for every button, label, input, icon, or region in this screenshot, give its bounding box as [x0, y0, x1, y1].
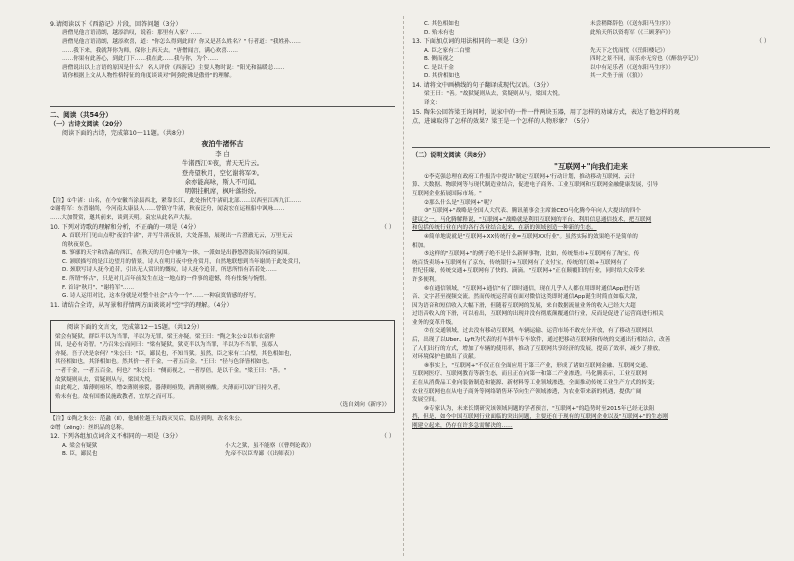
article-line: ⑦在交通领域，过去没有移动互联网，车辆运输、运营市场不敢充分开放，有了移动互联网以 — [424, 328, 653, 335]
article-line: 因为语音和短信收入大幅下滑，但随着互联网的发展，来自数据流量业务的收入已经大大超 — [412, 302, 636, 309]
q14-translation-label: 译文： — [424, 99, 441, 106]
poem-line: 登舟望秋月，空忆谢将军②。 — [181, 169, 264, 177]
q9-line: 唐僧说出以上言语的原因是什么？ 名人评价《西游记》主要人物时说："阳光和温暖总…… — [62, 64, 285, 71]
section-divider — [50, 106, 395, 107]
article-line: 对环境保护也做出了贡献。 — [412, 354, 480, 361]
q9-line: 唐僧见他言语清朗，越添欢喜，道："你怎么得到此间？你又是甚么姓名？" 行者道："我姓孙…… — [62, 39, 301, 45]
q12-row: A. 梁会有疑狱 小大之狱，虽不能察（《曹刿论战》） — [62, 442, 315, 449]
article-line: ④简单地说就是"互联网+XX传统行业=互联网XX行业"。虽然实际的效果绝不是简单的 — [424, 233, 638, 240]
classical-note: ②缯（zēng）：丝织品的总称。 — [50, 424, 128, 431]
answer-space — [50, 310, 395, 318]
q10-option: C. 颔联描写的是江边望月的情景，诗人在明月夜中登舟赏月，自然地联想到当年谢尚于此处赏月， — [62, 258, 305, 265]
article-line: ②那么什么是"互联网+"呢？ — [424, 199, 495, 206]
answer-space — [412, 126, 770, 144]
q12-row: C. 其色相如也 未尝稍降辞色（《送东阳马生序》） — [424, 21, 674, 27]
article-line: 发展空间。 — [412, 397, 440, 404]
q13-row: A. 臣之家有二白璧 先天下之忧而忧（《岳阳楼记》） — [424, 47, 669, 54]
article-line: ⑤这样的"互联网+"的例子绝不是什么新鲜事物，比如，传统集市+互联网有了淘宝，传 — [424, 251, 640, 258]
question-10-stem: 10. 下列对诗歌的理解和分析，不正确的一项是（4分） （ ） — [50, 223, 395, 231]
poem-line: 明朝挂帆席，枫叶落纷纷。 — [184, 188, 261, 196]
poem-author: 李 白 — [215, 150, 230, 158]
poem-line: 牛渚西江①夜，青天无片云。 — [181, 160, 264, 168]
right-column — [412, 20, 770, 553]
article-line: 了人们出行的方式，增加了车辆的使用率，推动了互联网共享经济的发展，提高了效率，减少了排放， — [412, 345, 664, 352]
article-line: 刚建立起来，仍存在许多急需解决的…… — [412, 423, 513, 429]
article-line: 互联网医疗、互联网教育等新生态，而且正在向第一和第二产业渗透。马化腾表示，工业互联网 — [412, 371, 647, 378]
classical-source: （选自刘向《新序》） — [336, 402, 390, 409]
q10-option: A. 首联开门见山点明"夜泊牛渚"，并写牛渚夜景，大处落墨，展现出一片澄澈无云，万里无云 — [62, 233, 293, 239]
article-line: ⑥在通信领域，"互联网+通信"有了即时通信，现在几乎人人都在用即时通信App进行语 — [424, 285, 640, 292]
article-line: 业务的变革升级。 — [412, 319, 457, 326]
q14-sentence: 梁王曰："善。"故狱疑则从去，赏疑则从与，梁国大悦。 — [424, 91, 564, 98]
article-line: 建议之一。马化腾解释说，"互联网+"战略就是利用互联网的平台、利用信息通信技术，把互联网 — [412, 216, 652, 223]
classical-line: 殆未有也。故有国畜民施政教者，宜厚之而可耳。 — [55, 393, 179, 400]
q10-option: D. 颈联写诗人抚今追昔，引出无人赏识的慨叹，诗人抚今追昔，所思所悟有若若处…… — [62, 267, 277, 274]
article-line: 和包括传统行业在内的各行各业结合起来，在新的领域创造一种新的生态。 — [412, 225, 597, 232]
classical-line: 故狱疑则从去，赏疑则从与，梁国大悦。 — [55, 376, 156, 383]
article-line: 挡，但是，如今中国互联网行业面临的突出问题，主要还在于现有的互联网企业以及"互联网+"的生态刚 — [412, 414, 668, 421]
q9-line: 唐僧见他言语清朗，越添浩叹，说着：那里有人家？…… — [62, 30, 202, 37]
article-line: 算、大数据、物联网等与现代制造业结合，促进电子商务、工业互联网和互联网金融健康发展，引导 — [412, 182, 659, 189]
classical-note: 【注】①陶之朱公：范蠡（lǐ），他辅佐越王勾践灭吴后，隐居到陶，改名朱公。 — [50, 415, 246, 422]
article-line: 后，出现了以Uber、Lyft为代表的打车拼车专车软件，通过把移动互联网和传统的交通出行相结合，改善 — [412, 337, 671, 344]
q13-row: B. 侧而视之 四时之景不同，而乐亦无穷也（《醉翁亭记》） — [424, 56, 702, 63]
question-9 — [50, 20, 395, 81]
poem-note: 【注】①牛渚：山名，在今安徽当涂县西北，紧靠长江，此处指代牛渚矶北部……以西至江西九江…… — [50, 197, 302, 204]
classical-line: 由此观之，墙薄则亟坏，缯②薄则亟裂，器薄则亟毁，酒薄则亟酸。夫薄而可以旷日持久者， — [55, 385, 284, 392]
answer-bracket: （ ） — [755, 38, 770, 46]
article-line: 农业互联网也在从电子商务等网络销售环节向生产领域渗透，为农业带来新的机遇，提供广阔 — [412, 388, 642, 395]
classical-instructions: 阅读下面的文言文，完成第12～15题。（共12分） — [67, 324, 203, 332]
left-column — [50, 20, 395, 553]
article-line: 正在从消费品工业向装备制造和能源、新材料等工业领域渗透，全面推动传统工业生产方式的转变； — [412, 380, 659, 387]
section-divider — [412, 147, 770, 148]
q10-option: F. 首诗"秋月"、"谢将军"…… — [62, 284, 135, 291]
section-title: 二、阅读（共54分） — [50, 110, 112, 119]
poem-title: 夜泊牛渚怀古 — [201, 139, 244, 148]
column-divider — [403, 16, 404, 556]
poem-instructions: 阅读下面的古诗，完成第10～11题。（共8分） — [62, 130, 189, 138]
q13-row: D. 其价相如也 其一犬坐于前（《狼》） — [424, 73, 646, 80]
classical-passage-box — [50, 320, 395, 413]
article-line: ⑨专家认为，未来长期研究该领域问题的学者预言，"互联网+"的趋势时至2015年已经无法阻 — [424, 405, 655, 412]
question-15: 15. 陶朱公回答梁王询问时，说家中的一件一件两块玉器，用了怎样的劝谏方式，表达了他怎样的观 — [412, 108, 680, 116]
question-13-stem: 13. 下面加点词的用法相同的一项是（3分） （ ） — [412, 38, 770, 46]
q9-line: 请你根据上文从人物性格特征的角度谈谈对"阿弥陀佛是傲骨"的理解。 — [62, 73, 235, 80]
q13-row: C. 是以千金 以中有足乐者（《送东阳马生序》） — [424, 64, 674, 71]
article-line: 过语音收入的下滑，可以看出，互联网的出现并没有彻底颠覆通信行业，反而是促进了运营商进行相关 — [412, 311, 664, 318]
article-line: ③"互联网+"战略是全国人大代表、腾讯董事会主席兼CEO马化腾今年向人大提出的四个 — [424, 208, 641, 215]
q12-row: B. 臣，鄙民也 先帝不以臣卑鄙（《出师表》） — [62, 451, 298, 458]
q10-option: E. 所谓"怀古"，只是对几百年前发生在这一地点的一件事的遗憾，终有怅惋与惋惜。 — [62, 275, 271, 282]
classical-line: 一者千金，一者五百金，何也？"朱公曰："侧而视之，一者厚倍，是以千金。"梁王曰："善。" — [55, 367, 287, 374]
question-14: 14. 请将文中画横线的句子翻译成现代汉语。（3分） — [412, 81, 553, 89]
part-title: （二）说明文阅读（共8分） — [412, 152, 490, 160]
article-line: 统百货卖场+互联网有了京东，传统银行+互联网有了支付宝，传统的红娘+互联网有了 — [412, 259, 628, 266]
q9-line: ……你果有此善心，到此门下……我在此……我与你，为个…… — [62, 56, 219, 63]
poem-note: ……大加赞赏，邀其前来，谈到天明。袁宏从此名声大振。 — [50, 215, 196, 221]
classical-line: 亦疑。吾子决是奈何？"朱公曰："臣，鄙民也，不知当狱。虽然，臣之家有二白璧，其色相如也， — [55, 350, 296, 357]
answer-space — [50, 81, 395, 103]
classical-line: 其径相如也，其泽相如也。然其价一者千金，一者五百金。"王曰："径与色泽皆相如也， — [55, 359, 273, 366]
article-title: "互联网+"向我们走来 — [553, 161, 629, 171]
article-line: ⑧事实上，"互联网+"不仅正在全面应用于第三产业，形成了诸如互联网金融、互联网交通、 — [424, 362, 652, 369]
q10-option: 的秋夜景色。 — [62, 241, 96, 248]
article-line: 许多便利。 — [412, 276, 440, 283]
part-title: （一）古诗文阅读（20分） — [50, 120, 126, 128]
poem-line: 余亦能高咏，斯人不可闻。 — [184, 179, 261, 186]
question-11: 11. 请结合全诗，从写景和抒情两方面谈谈对"空"字的理解。（4分） — [50, 301, 233, 309]
article-line: 互联网企业拓展国际市场。" — [412, 190, 482, 197]
article-line: ①李克强总理在政府工作报告中提出"制定'互联网+'行动计划，推动移动互联网、云计 — [424, 173, 636, 180]
classical-line: 国，是必有奇智。"乃召朱公而问曰："梁有疑狱，狱吏半以为当罪，半以为不当罪，虽寡人 — [55, 342, 279, 349]
q10-option: B. 寥廓的天宇和浩淼的西江，在秋天的月色中融为一体，一派如是出静悠澄淡而冷寂的氛围。 — [62, 250, 294, 257]
classical-line: 梁会有疑狱，群臣半以为当罪，半以为无罪，梁王亦疑。梁王曰："陶之朱公①以布衣富侔 — [55, 333, 276, 340]
article-line: 相加。 — [412, 242, 429, 249]
question-12-stem: 12. 下列各组加点词含义不相同的一项是（3分） （ ） — [50, 433, 395, 441]
article-line: 世纪佳缘，传统交通+互联网有了快的、滴滴。"互联网+"正在颠覆旧的行业，同时给大众带来 — [412, 268, 645, 275]
answer-bracket: （ ） — [380, 433, 395, 441]
q9-stem: 9.请阅读以下《西游记》片段，回答问题（3分） — [50, 21, 182, 28]
article-line: 音、文字甚至视频交流。然而传统运营商在面对微信这类即时通信App诞生时简直如临大敌， — [412, 294, 642, 301]
question-15: 点，进谏取得了怎样的效果？梁王是一个怎样的人物形象？（5分） — [412, 117, 593, 125]
q9-line: ……我下来，我就拜你为师，保你上西天去。"唐僧闻言，满心欢喜…… — [62, 47, 238, 54]
answer-bracket: （ ） — [380, 223, 395, 231]
q12-row: D. 殆未有也 此殆天所以资将军（《三顾茅庐》） — [424, 29, 674, 36]
q10-option: G. 诗人运用对比，这本身就是对整个社会"古今一个"……一种寂寞情感的抒写。 — [62, 293, 260, 300]
poem-note: ②谢将军：东晋谢尚，今河南太康县人……曾镇守牛渚，秋夜泛舟，闻袁宏在运租船中讽咏…… — [50, 206, 285, 213]
